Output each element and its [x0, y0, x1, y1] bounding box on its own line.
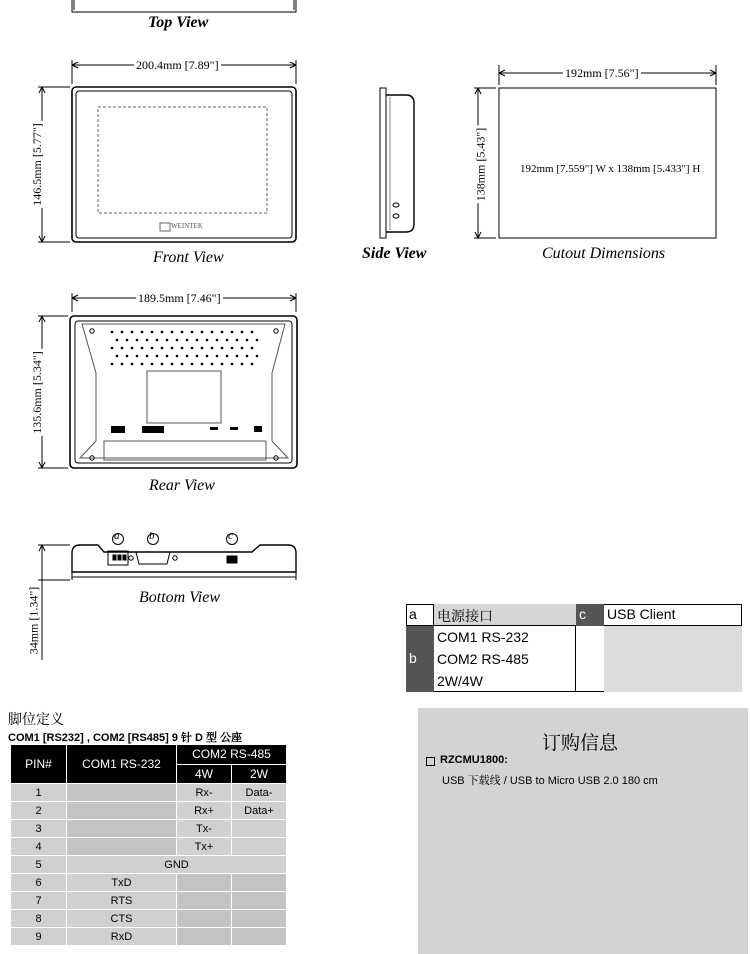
connector-b-line2: COM2 RS-485: [437, 651, 529, 667]
cutout-height-dimension: 138mm [5.43"]: [473, 127, 488, 202]
4w-header: 4W: [177, 764, 232, 784]
connector-b-key: b: [406, 626, 434, 692]
cutout-width-dimension: 192mm [7.56"]: [565, 66, 639, 80]
order-item-description: USB 下载线 / USB to Micro USB 2.0 180 cm: [442, 775, 658, 787]
front-view-caption: Front View: [153, 249, 224, 266]
connector-b-line3: 2W/4W: [437, 673, 483, 689]
table-row: 2 Rx+ Data+: [11, 802, 287, 820]
cutout-caption: Cutout Dimensions: [542, 245, 666, 262]
connector-c-key: c: [576, 604, 604, 626]
table-row: 7 RTS: [11, 892, 287, 910]
table-row: 5 GND: [11, 856, 287, 874]
order-title: 订购信息: [542, 733, 619, 754]
checkbox-icon: [426, 757, 435, 766]
top-view-caption: Top View: [148, 14, 209, 31]
table-row: 1 Rx- Data-: [11, 784, 287, 802]
marker-b: b: [149, 530, 155, 542]
connector-a-label: 电源接口: [434, 604, 576, 626]
rear-view-drawing: [38, 293, 297, 468]
table-row: 8 CTS: [11, 910, 287, 928]
table-row: 9 RxD: [11, 928, 287, 946]
order-item-code: RZCMU1800:: [440, 754, 508, 766]
2w-header: 2W: [232, 764, 287, 784]
com2-header: COM2 RS-485: [177, 745, 287, 765]
table-row: 6 TxD: [11, 874, 287, 892]
top-view-outline: [72, 0, 296, 12]
connector-table: [406, 604, 742, 692]
front-height-dimension: 146.5mm [5.77"]: [29, 123, 44, 206]
bottom-depth-dimension: 34mm [1.34"]: [26, 586, 41, 655]
side-view-caption: Side View: [362, 245, 427, 262]
pin-header: PIN#: [11, 745, 67, 784]
pin-section-subtitle: COM1 [RS232] , COM2 [RS485] 9 针 D 型 公座: [8, 732, 243, 744]
marker-c: c: [228, 530, 233, 542]
cutout-note: 192mm [7.559"] W x 138mm [5.433"] H: [520, 163, 701, 175]
bottom-view-caption: Bottom View: [139, 589, 221, 606]
rear-height-dimension: 135.6mm [5.34"]: [29, 351, 44, 434]
order-info-panel: [418, 708, 748, 954]
front-width-dimension: 200.4mm [7.89"]: [136, 58, 219, 72]
rear-vent-holes: [111, 331, 262, 433]
cutout-drawing: [474, 65, 716, 238]
connector-b-line1: COM1 RS-232: [437, 629, 529, 645]
marker-a: a: [114, 530, 120, 542]
rear-view-caption: Rear View: [149, 477, 215, 494]
side-view-drawing: [380, 88, 414, 238]
rear-width-dimension: 189.5mm [7.46"]: [138, 291, 221, 305]
table-row: 3 Tx-: [11, 820, 287, 838]
com1-header: COM1 RS-232: [67, 745, 177, 784]
front-logo: WEINTEK: [171, 222, 203, 230]
front-view-drawing: [38, 60, 296, 242]
connector-c-label: USB Client: [604, 604, 742, 626]
connector-a-key: a: [406, 604, 434, 626]
table-row: 4 Tx+: [11, 838, 287, 856]
pin-table: [10, 744, 287, 946]
pin-section-title: 脚位定义: [8, 711, 64, 727]
connector-empty-cell: [604, 626, 742, 692]
